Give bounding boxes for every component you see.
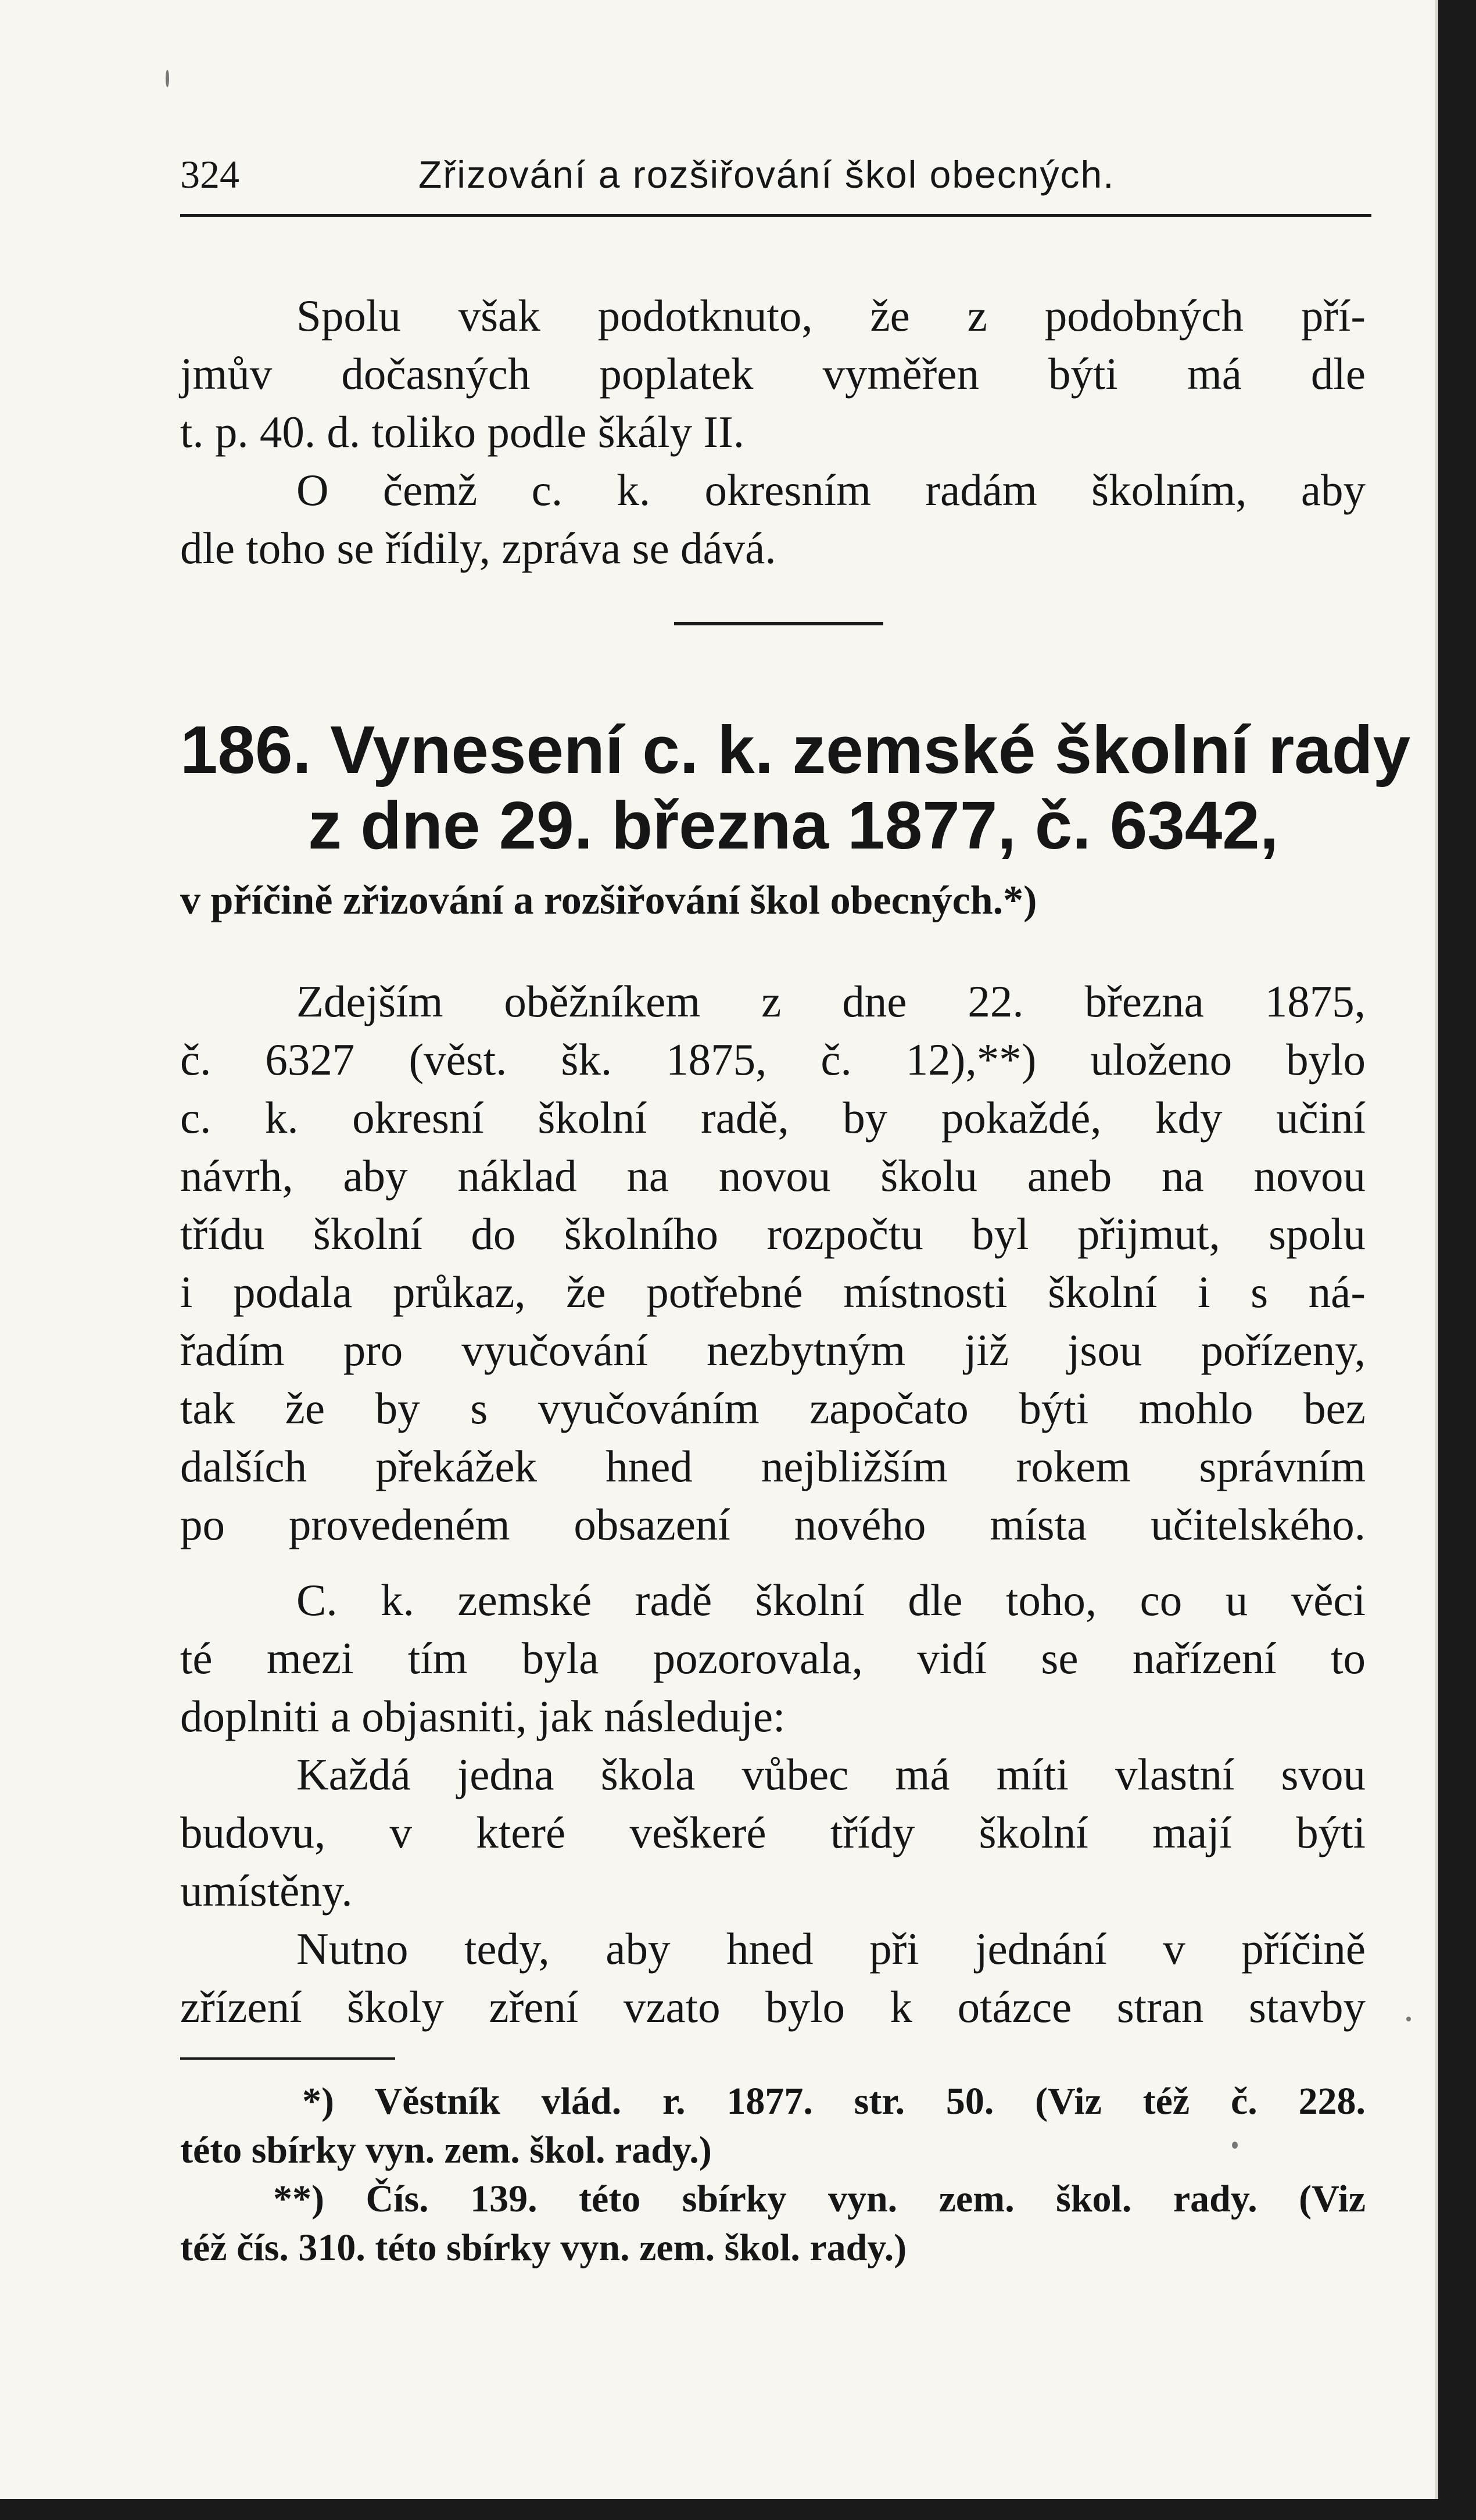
body-line-12: té mezi tím byla pozorovala, vidí se nařízení to [180,1633,1366,1683]
body-line-18: zřízení školy zření vzato bylo k otázce stran stavby [180,1982,1366,2032]
scan-speck [166,70,169,87]
body-line-13: doplniti a objasniti, jak následuje: [180,1691,786,1741]
body-line-9: dalších překážek hned nejbližším rokem správním [180,1441,1366,1491]
body-line-2: č. 6327 (věst. šk. 1875, č. 12),**) uloženo bylo [180,1035,1366,1084]
body-line-16: umístěny. [180,1866,353,1916]
body-line-15: budovu, v které veškeré třídy školní mají býti [180,1807,1366,1857]
intro-line-1: Spolu však podotknuto, že z podobných pří- [296,291,1366,341]
body-line-10: po provedeném obsazení nového místa učitelského. [180,1499,1366,1549]
body-line-5: třídu školní do školního rozpočtu byl přijmut, spolu [180,1209,1366,1259]
body-line-3: c. k. okresní školní radě, by pokaždé, kdy učiní [180,1093,1366,1143]
section-divider [674,622,883,625]
footnote-line-1: *) Věstník vlád. r. 1877. str. 50. (Viz též č. 228. [302,2080,1366,2122]
intro-line-3: t. p. 40. d. toliko podle škály II. [180,407,744,457]
footnote-rule [180,2057,395,2060]
body-line-17: Nutno tedy, aby hned při jednání v příčině [296,1924,1366,1974]
running-title: Zřizování a rozšiřování škol obecných. [418,153,1115,196]
running-header [180,152,1371,196]
body-line-11: C. k. zemské radě školní dle toho, co u věci [296,1575,1366,1625]
footnote-line-3: **) Čís. 139. této sbírky vyn. zem. škol. rady. (Viz [273,2178,1366,2220]
intro-line-2: jmův dočasných poplatek vyměřen býti má dle [180,349,1366,399]
scan-speck [1406,2017,1411,2021]
decree-subheading: v příčině zřizování a rozšiřování škol obecných.*) [180,878,1037,923]
body-line-6: i podala průkaz, že potřebné místnosti školní i s ná- [180,1267,1366,1317]
scan-speck [1232,2142,1238,2149]
body-line-1: Zdejším oběžníkem z dne 22. března 1875, [296,976,1366,1026]
body-line-14: Každá jedna škola vůbec má míti vlastní svou [296,1749,1366,1799]
body-line-8: tak že by s vyučováním započato býti mohlo bez [180,1383,1366,1433]
body-line-4: návrh, aby náklad na novou školu aneb na novou [180,1151,1366,1201]
header-rule [180,214,1371,217]
body-line-7: řadím pro vyučování nezbytným již jsou pořízeny, [180,1325,1366,1375]
footnote-line-4: též čís. 310. této sbírky vyn. zem. škol. rady.) [180,2227,907,2269]
intro-line-4: O čemž c. k. okresním radám školním, aby [296,465,1366,515]
page-number: 324 [180,152,239,196]
decree-heading-line-1: 186. Vynesení c. k. zemské školní rady [180,712,1411,788]
intro-line-5: dle toho se řídily, zpráva se dává. [180,523,776,573]
footnote-line-2: této sbírky vyn. zem. škol. rady.) [180,2129,712,2171]
decree-heading-line-2: z dne 29. března 1877, č. 6342, [308,788,1279,863]
